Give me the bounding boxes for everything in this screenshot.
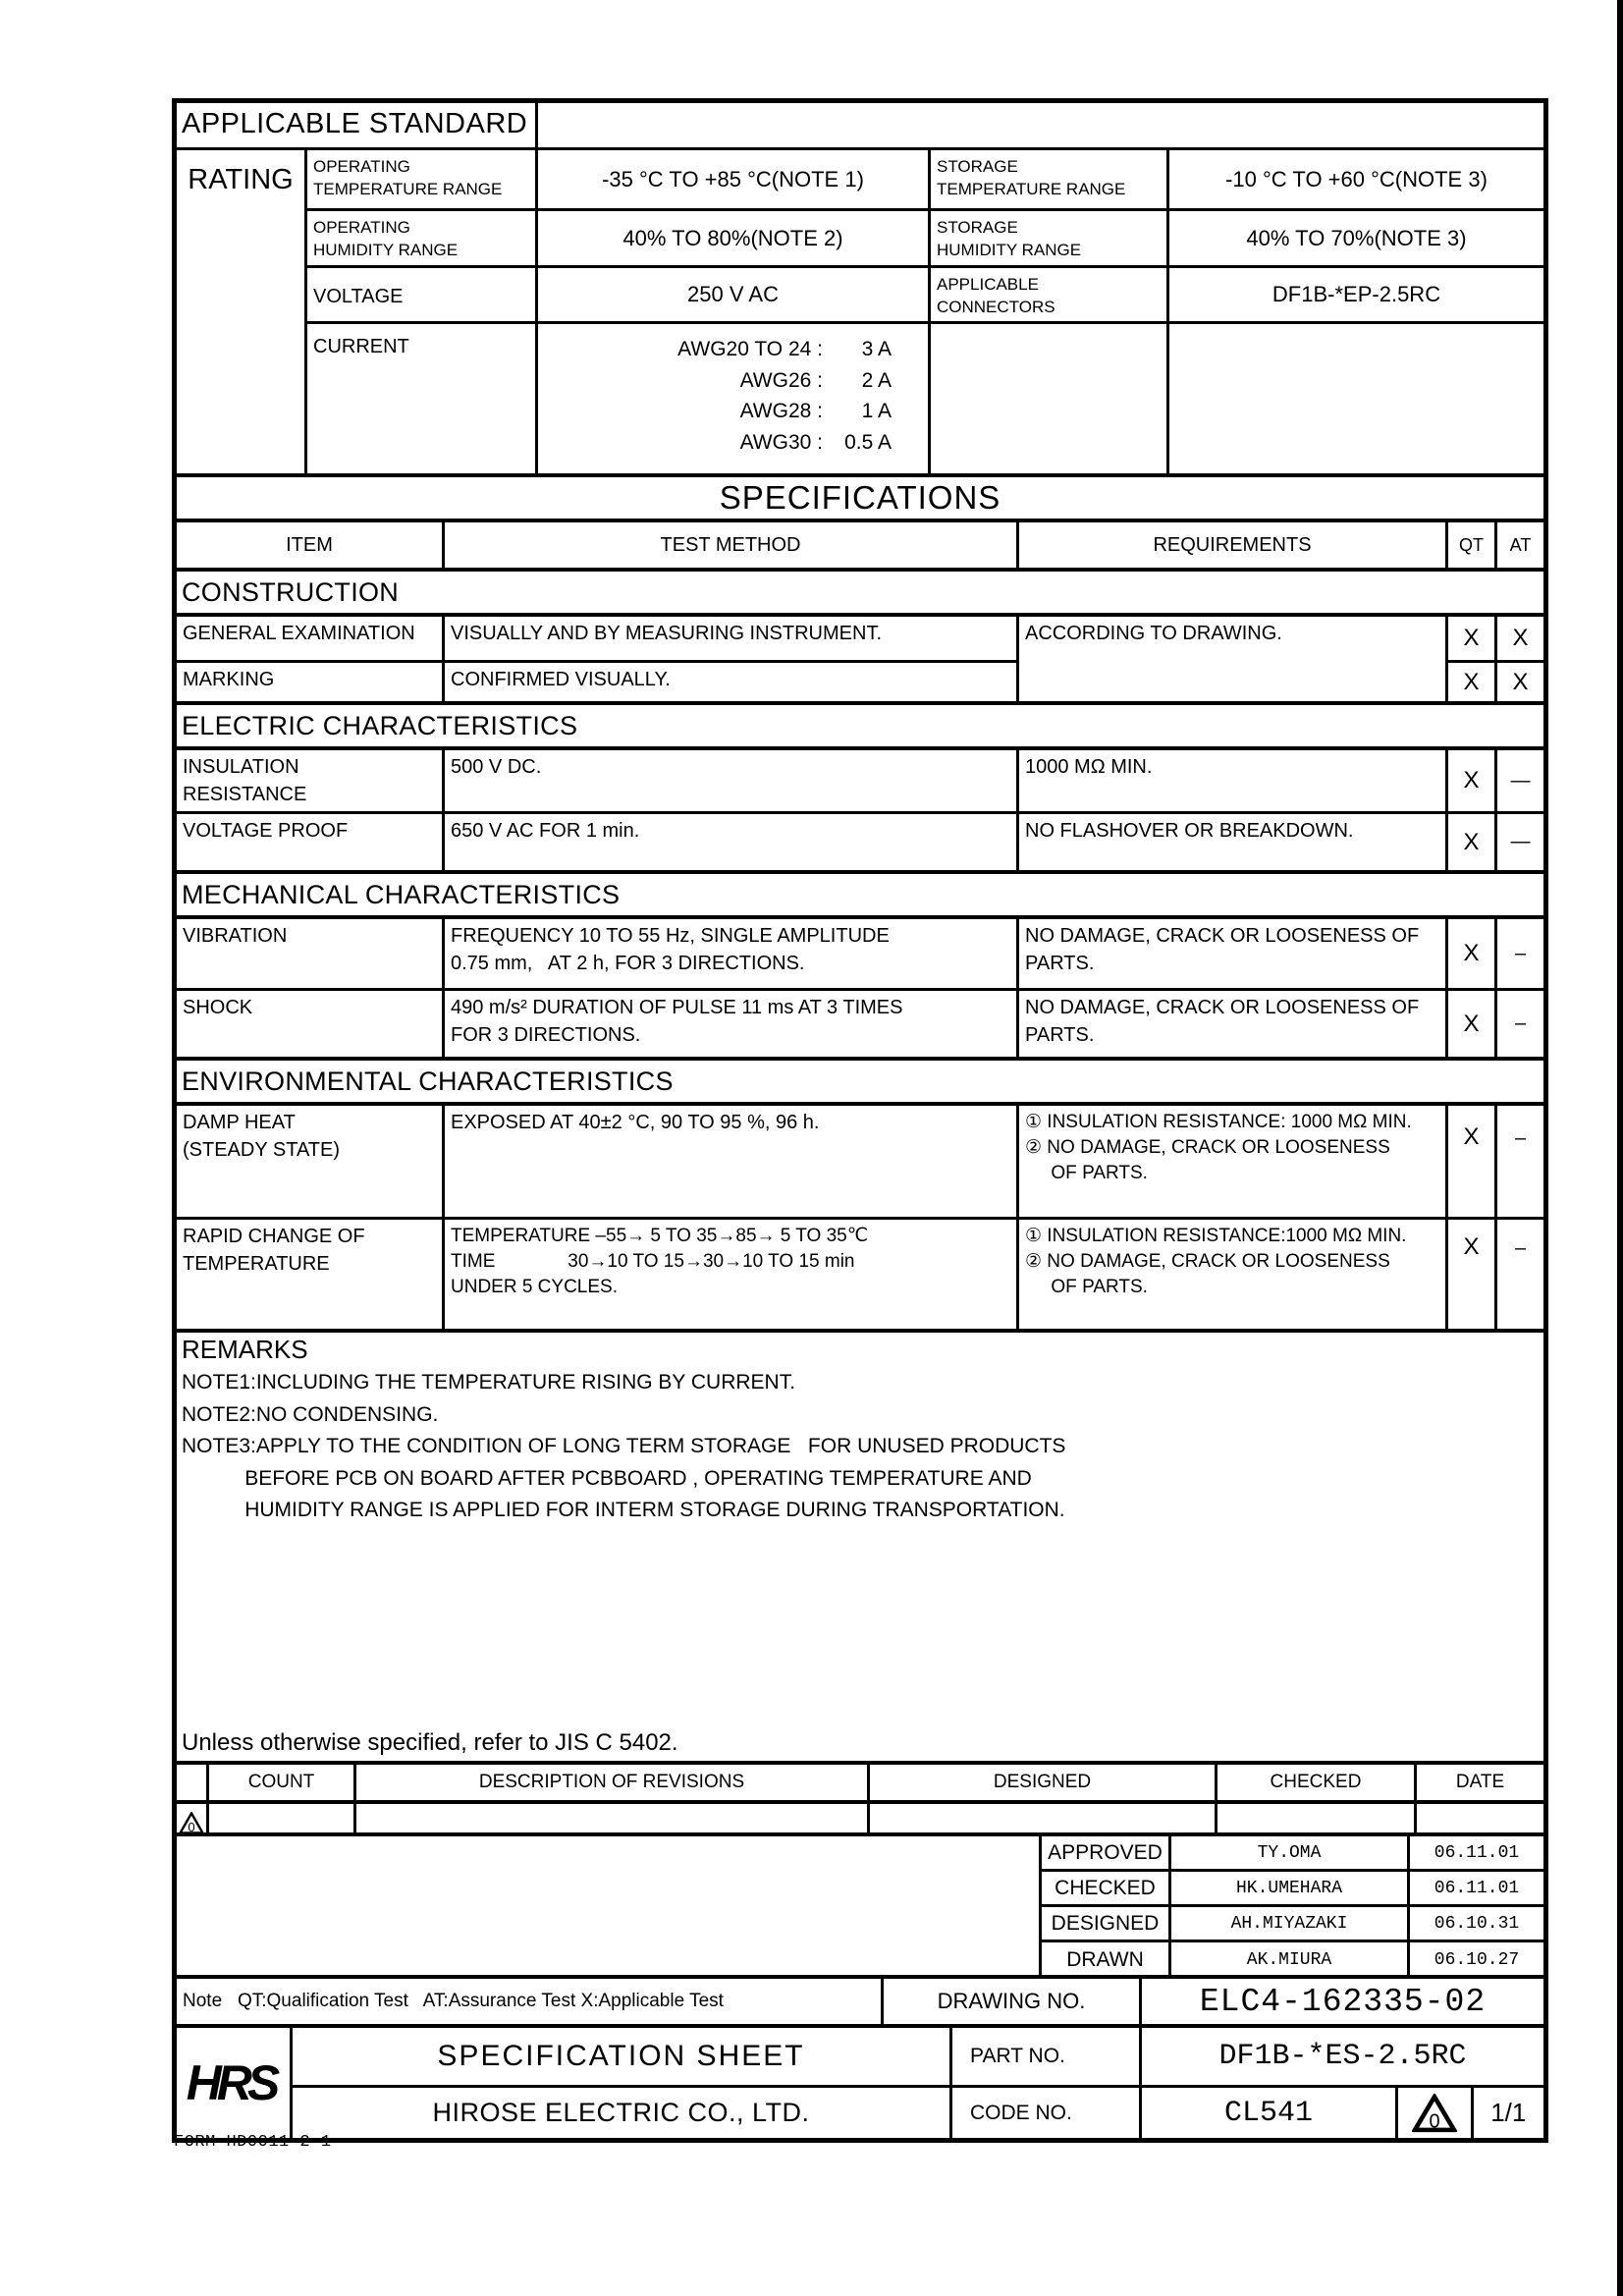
method-line: TIME 30→10 TO 15→30→10 TO 15 min [451,1251,855,1273]
label-line: STORAGE [937,218,1018,237]
row-vibration [177,919,1543,988]
voltage-label: VOLTAGE [304,265,535,321]
method-line: FOR 3 DIRECTIONS. [451,1023,641,1046]
requirement-line: ① INSULATION RESISTANCE:1000 MΩ MIN. [1025,1226,1407,1246]
remarks-title: REMARKS [182,1335,308,1364]
revision-triangle-icon [1412,2094,1457,2133]
qt-mark: X [1445,919,1494,988]
awg-amps: 1 A [861,400,892,422]
svg-text:0: 0 [188,1820,195,1834]
requirement-line: ② NO DAMAGE, CRACK OR LOOSENESS [1025,1137,1390,1159]
method-line: 490 m/s² DURATION OF PULSE 11 ms AT 3 TIMES [451,997,903,1018]
current-empty-cell [928,321,1166,473]
storage-humidity-label [928,208,1166,265]
operating-humidity-value: 40% TO 80%(NOTE 2) [535,208,928,265]
awg-gauge: AWG30 : [739,430,823,454]
form-number: FORM HD0011-2-1 [174,2133,332,2152]
part-no-label: PART NO. [949,2028,1139,2085]
revision-mark-column [177,1765,206,1800]
row-shock [177,988,1543,1057]
qt-mark: X [1445,750,1494,811]
drawing-no-label: DRAWING NO. [881,1979,1139,2024]
current-label: CURRENT [304,321,535,473]
checked-label: CHECKED [1039,1872,1168,1907]
method-line: UNDER 5 CYCLES. [451,1277,618,1298]
checked-name: HK.UMEHARA [1168,1872,1407,1907]
remark-note3: NOTE3:APPLY TO THE CONDITION OF LONG TERM STORAGE FOR UNUSED PRODUCTS [182,1435,1066,1458]
revision-description-cell [353,1804,867,1834]
item-line: RESISTANCE [183,783,307,805]
code-no-value: CL541 [1224,2096,1314,2130]
column-header-test-method: TEST METHOD [442,522,1016,568]
title-block [177,2024,1543,2138]
item-voltage-proof: VOLTAGE PROOF [183,820,349,842]
item-line: (STEADY STATE) [183,1138,341,1161]
storage-temperature-label [928,147,1166,208]
method-line: FREQUENCY 10 TO 55 Hz, SINGLE AMPLITUDE [451,925,890,947]
revision-designed-cell [867,1804,1215,1834]
awg-row [597,396,928,427]
applicable-connectors-label [928,265,1166,321]
approvals-table [1039,1836,1543,1978]
requirement-line: NO DAMAGE, CRACK OR LOOSENESS OF [1025,997,1420,1018]
approved-date: 06.11.01 [1407,1836,1543,1872]
revision-open-area [177,1832,1543,1975]
revision-date-cell [1414,1804,1543,1834]
item-rapid-change [177,1220,442,1329]
approved-name: TY.OMA [1168,1836,1407,1872]
drawn-label: DRAWN [1039,1942,1168,1978]
voltage-value: 250 V AC [535,265,928,321]
applicable-connectors-value: DF1B-*EP-2.5RC [1166,265,1543,321]
designed-name: AH.MIYAZAKI [1168,1907,1407,1942]
qt-mark: X [1445,617,1494,660]
item-insulation-resistance [177,750,442,811]
awg-amps: 0.5 A [844,430,892,454]
method-rapid-change [442,1220,1016,1329]
row-rapid-change-of-temperature [177,1217,1543,1329]
method-general-examination: VISUALLY AND BY MEASURING INSTRUMENT. [442,617,1016,660]
qt-mark: X [1445,1106,1494,1217]
at-mark: X [1494,660,1543,701]
requirement-insulation-resistance: 1000 MΩ MIN. [1016,750,1445,811]
test-legend-note: Note QT:Qualification Test AT:Assurance Test X:Applicable Test [183,1991,724,2011]
awg-amps: 2 A [861,368,892,392]
revision-mark-cell [1395,2088,1470,2138]
checked-date: 06.11.01 [1407,1872,1543,1907]
item-marking: MARKING [177,660,442,701]
applicable-standard-header: APPLICABLE STANDARD [182,108,528,139]
section-title-environmental: ENVIRONMENTAL CHARACTERISTICS [177,1057,1543,1102]
item-line: TEMPERATURE [183,1252,330,1275]
section-title-construction: CONSTRUCTION [177,568,1543,613]
remark-note3-cont: HUMIDITY RANGE IS APPLIED FOR INTERM STORAGE DURING TRANSPORTATION. [182,1499,1065,1522]
item-line: RAPID CHANGE OF [183,1226,365,1247]
requirement-voltage-proof: NO FLASHOVER OR BREAKDOWN. [1016,814,1445,870]
page-number: 1/1 [1471,2088,1543,2138]
label-line: OPERATING [313,157,410,176]
code-no-label: CODE NO. [949,2085,1139,2138]
label-line: HUMIDITY RANGE [313,240,459,259]
drawing-no-value: ELC4-162335-02 [1139,1979,1543,2024]
awg-amps: 3 A [861,338,892,360]
electric-rows [177,746,1543,870]
jis-reference-note: Unless otherwise specified, refer to JIS C 5402. [182,1729,678,1756]
method-line: TEMPERATURE –55→ 5 TO 35→85→ 5 TO 35℃ [451,1226,869,1246]
revision-mark-cell [177,1804,206,1834]
label-line: CONNECTORS [937,297,1055,316]
method-shock [442,991,1016,1057]
current-empty-cell [1166,321,1543,473]
label-line: APPLICABLE [937,275,1039,294]
awg-gauge: AWG20 TO 24 : [677,338,823,360]
label-line: HUMIDITY RANGE [937,240,1082,259]
row-damp-heat [177,1106,1543,1217]
item-general-examination: GENERAL EXAMINATION [183,623,415,644]
item-line: DAMP HEAT [183,1112,296,1133]
column-header-requirements: REQUIREMENTS [1016,522,1445,568]
column-header-count: COUNT [206,1765,353,1800]
mechanical-rows [177,915,1543,1057]
current-awg-list [538,324,928,458]
requirement-line: ① INSULATION RESISTANCE: 1000 MΩ MIN. [1025,1112,1412,1132]
qt-mark: X [1445,660,1494,701]
drawn-name: AK.MIURA [1168,1942,1407,1978]
column-header-designed: DESIGNED [867,1765,1215,1800]
requirement-rapid-change [1016,1220,1445,1329]
specifications-title: SPECIFICATIONS [177,473,1543,519]
at-mark: – [1494,1220,1543,1329]
spec-column-headers [177,519,1543,568]
method-insulation-resistance: 500 V DC. [442,750,1016,811]
requirement-line: NO DAMAGE, CRACK OR LOOSENESS OF [1025,925,1420,947]
code-no-row [1139,2085,1543,2138]
awg-gauge: AWG28 : [739,400,823,422]
revision-row-0 [177,1800,1543,1832]
awg-row [597,365,928,397]
requirement-line: OF PARTS. [1025,1277,1148,1298]
note-drawing-row [177,1975,1543,2024]
method-voltage-proof: 650 V AC FOR 1 min. [442,814,1016,870]
storage-humidity-value: 40% TO 70%(NOTE 3) [1166,208,1543,265]
row-insulation-resistance [177,750,1543,811]
method-line: EXPOSED AT 40±2 °C, 90 TO 95 %, 96 h. [451,1112,820,1133]
column-header-qt: QT [1445,522,1494,568]
designed-label: DESIGNED [1039,1907,1168,1942]
awg-gauge: AWG26 : [739,368,823,392]
construction-rows [177,613,1543,701]
remark-note3-cont: BEFORE PCB ON BOARD AFTER PCBBOARD , OPERATING TEMPERATURE AND [182,1466,1032,1490]
revision-triangle-icon [179,1812,204,1834]
column-header-checked: CHECKED [1215,1765,1414,1800]
rating-label: RATING [177,147,304,473]
requirement-line: PARTS. [1025,952,1095,974]
label-line: TEMPERATURE RANGE [937,179,1126,198]
scan-edge-line [1617,0,1623,2296]
label-line: TEMPERATURE RANGE [313,179,503,198]
column-header-date: DATE [1414,1765,1543,1800]
drawn-date: 06.10.27 [1407,1942,1543,1978]
hrs-logo-text: HRS [186,2055,276,2110]
operating-humidity-label [304,208,535,265]
operating-temperature-value: -35 °C TO +85 °C(NOTE 1) [535,147,928,208]
designed-date: 06.10.31 [1407,1907,1543,1942]
hrs-logo [177,2028,290,2138]
requirement-according-to-drawing: ACCORDING TO DRAWING. [1016,617,1445,701]
column-header-description: DESCRIPTION OF REVISIONS [353,1765,867,1800]
at-mark: — [1494,750,1543,811]
item-shock: SHOCK [183,997,253,1018]
company-name: HIROSE ELECTRIC CO., LTD. [290,2085,949,2138]
section-title-mechanical: MECHANICAL CHARACTERISTICS [177,870,1543,915]
operating-temperature-label [304,147,535,208]
at-mark: – [1494,991,1543,1057]
revision-checked-cell [1215,1804,1414,1834]
specification-sheet-title: SPECIFICATION SHEET [290,2028,949,2085]
section-title-electric: ELECTRIC CHARACTERISTICS [177,701,1543,746]
environmental-rows [177,1102,1543,1329]
approved-label: APPROVED [1039,1836,1168,1872]
remark-note1: NOTE1:INCLUDING THE TEMPERATURE RISING BY CURRENT. [182,1371,796,1394]
item-line: INSULATION [183,756,299,778]
drawing-frame [172,98,1548,2143]
method-line: 0.75 mm, AT 2 h, FOR 3 DIRECTIONS. [451,952,805,974]
qt-mark: X [1445,1220,1494,1329]
row-voltage-proof [177,811,1543,870]
applicable-standard-value-empty [535,103,1543,147]
qt-mark: X [1445,991,1494,1057]
item-damp-heat [177,1106,442,1217]
awg-row [597,334,928,365]
method-vibration [442,919,1016,988]
at-mark: — [1494,814,1543,870]
qt-mark: X [1445,814,1494,870]
requirement-shock [1016,991,1445,1057]
svg-text:0: 0 [1429,2110,1440,2133]
method-marking: CONFIRMED VISUALLY. [442,660,1016,701]
revisions-header [177,1761,1543,1800]
at-mark: – [1494,919,1543,988]
revision-count-cell [206,1804,353,1834]
at-mark: – [1494,1106,1543,1217]
requirement-line: PARTS. [1025,1023,1095,1046]
method-damp-heat [442,1106,1016,1217]
awg-row [597,427,928,459]
column-header-item: ITEM [286,533,333,556]
column-header-at: AT [1494,522,1543,568]
storage-temperature-value: -10 °C TO +60 °C(NOTE 3) [1166,147,1543,208]
requirement-line: OF PARTS. [1025,1163,1148,1184]
remark-note2: NOTE2:NO CONDENSING. [182,1402,439,1426]
rating-table [177,103,1543,473]
label-line: STORAGE [937,157,1018,176]
requirement-line: ② NO DAMAGE, CRACK OR LOOSENESS [1025,1251,1390,1273]
part-no-value: DF1B-*ES-2.5RC [1139,2028,1543,2085]
item-vibration: VIBRATION [183,925,288,947]
requirement-damp-heat [1016,1106,1445,1217]
requirement-vibration [1016,919,1445,988]
at-mark: X [1494,617,1543,660]
remarks-section [177,1329,1543,1761]
label-line: OPERATING [313,218,410,237]
current-value [535,321,928,473]
